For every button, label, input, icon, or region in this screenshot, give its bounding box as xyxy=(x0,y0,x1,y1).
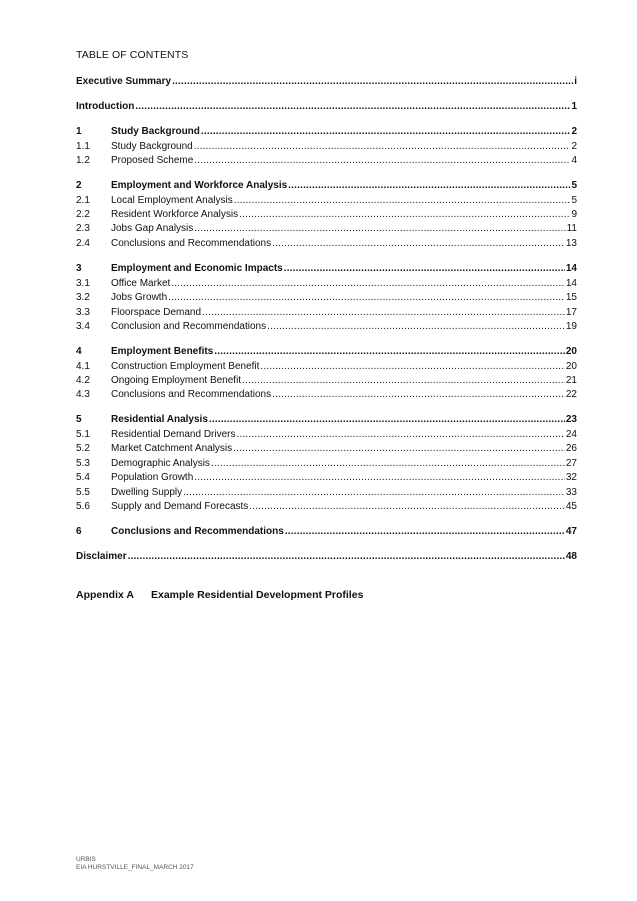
toc-entry[interactable] xyxy=(76,124,577,138)
toc-leader-dots xyxy=(242,375,565,387)
toc-entry[interactable] xyxy=(76,74,577,88)
toc-entry-page: 13 xyxy=(565,238,577,249)
toc-entry-number: 3.4 xyxy=(76,321,90,332)
toc-entry-label: Office Market xyxy=(111,278,171,289)
toc-entry-label: Local Employment Analysis xyxy=(111,195,233,206)
toc-entry-page: i xyxy=(574,76,577,87)
toc-entry-page: 2 xyxy=(571,126,577,137)
toc-entry-label: Ongoing Employment Benefit xyxy=(111,375,242,386)
toc-entry-label: Conclusion and Recommendations xyxy=(111,321,267,332)
toc-entry-label: Conclusions and Recommendations xyxy=(111,389,272,400)
toc-entry[interactable] xyxy=(76,427,577,441)
appendix-number: Appendix A xyxy=(76,589,134,601)
toc-entry[interactable] xyxy=(76,139,577,153)
toc-entry-label: Construction Employment Benefit xyxy=(111,361,260,372)
toc-entry[interactable] xyxy=(76,261,577,275)
toc-entry[interactable] xyxy=(76,387,577,401)
toc-entry-number: 5.4 xyxy=(76,472,90,483)
toc-leader-dots xyxy=(128,551,565,563)
toc-entry-number: 3.3 xyxy=(76,307,90,318)
toc-entry-number: 5.5 xyxy=(76,487,90,498)
toc-entry-number: 5.6 xyxy=(76,501,90,512)
toc-entry-label: Conclusions and Recommendations xyxy=(111,238,272,249)
toc-entry[interactable] xyxy=(76,276,577,290)
toc-entry-page: 20 xyxy=(565,361,577,372)
toc-entry-label: Jobs Growth xyxy=(111,292,168,303)
toc-entry[interactable] xyxy=(76,193,577,207)
toc-entry-label: Disclaimer xyxy=(76,551,127,562)
toc-leader-dots xyxy=(135,101,570,113)
toc-leader-dots xyxy=(202,307,565,319)
toc-entry-page: 15 xyxy=(565,292,577,303)
toc-entry-number: 4.3 xyxy=(76,389,90,400)
toc-leader-dots xyxy=(168,292,565,304)
toc-entry-label: Floorspace Demand xyxy=(111,307,202,318)
toc-entry[interactable] xyxy=(76,207,577,221)
toc-entry-page: 14 xyxy=(565,278,577,289)
toc-entry-number: 5.3 xyxy=(76,458,90,469)
toc-entry-number: 1.2 xyxy=(76,155,90,166)
toc-entry-number: 3.2 xyxy=(76,292,90,303)
toc-entry[interactable] xyxy=(76,373,577,387)
toc-title: TABLE OF CONTENTS xyxy=(76,49,189,61)
toc-leader-dots xyxy=(172,76,573,88)
toc-entry-label: Conclusions and Recommendations xyxy=(111,526,284,537)
toc-leader-dots xyxy=(211,458,565,470)
toc-entry[interactable] xyxy=(76,178,577,192)
toc-entry-page: 20 xyxy=(565,346,577,357)
footer-document-ref: EIA HURSTVILLE_FINAL_MARCH 2017 xyxy=(76,864,194,871)
toc-entry-label: Residential Analysis xyxy=(111,414,208,425)
toc-entry-page: 11 xyxy=(566,223,577,234)
toc-leader-dots xyxy=(194,472,565,484)
toc-entry-page: 4 xyxy=(571,155,577,166)
toc-leader-dots xyxy=(194,141,571,153)
toc-leader-dots xyxy=(214,346,565,358)
toc-entry[interactable] xyxy=(76,485,577,499)
toc-leader-dots xyxy=(201,126,571,138)
toc-leader-dots xyxy=(209,414,565,426)
toc-leader-dots xyxy=(267,321,565,333)
footer-company: URBIS xyxy=(76,856,96,863)
toc-entry-label: Dwelling Supply xyxy=(111,487,183,498)
toc-entry-page: 26 xyxy=(565,443,577,454)
appendix-label: Example Residential Development Profiles xyxy=(151,589,364,601)
toc-leader-dots xyxy=(183,487,565,499)
toc-entry-page: 32 xyxy=(565,472,577,483)
toc-entry-number: 5.1 xyxy=(76,429,90,440)
toc-entry-label: Demographic Analysis xyxy=(111,458,210,469)
toc-entry-number: 2.4 xyxy=(76,238,90,249)
toc-entry-number: 2.1 xyxy=(76,195,90,206)
toc-entry[interactable] xyxy=(76,441,577,455)
toc-entry-page: 2 xyxy=(571,141,577,152)
toc-entry-page: 5 xyxy=(571,195,577,206)
toc-entry-label: Supply and Demand Forecasts xyxy=(111,501,249,512)
toc-entry[interactable] xyxy=(76,305,577,319)
toc-entry-label: Study Background xyxy=(111,126,200,137)
toc-leader-dots xyxy=(285,526,565,538)
toc-entry-page: 27 xyxy=(565,458,577,469)
toc-leader-dots xyxy=(194,155,570,167)
appendix-entry[interactable] xyxy=(76,589,363,601)
toc-entry-label: Population Growth xyxy=(111,472,194,483)
toc-entry[interactable] xyxy=(76,499,577,513)
toc-entry[interactable] xyxy=(76,524,577,538)
toc-leader-dots xyxy=(194,223,565,235)
toc-entry[interactable] xyxy=(76,359,577,373)
toc-entry-page: 14 xyxy=(565,263,577,274)
toc-entry-page: 9 xyxy=(571,209,577,220)
toc-entry-number: 1 xyxy=(76,126,82,137)
toc-entry-page: 23 xyxy=(565,414,577,425)
toc-entry-label: Employment Benefits xyxy=(111,346,214,357)
toc-entry[interactable] xyxy=(76,153,577,167)
toc-entry-page: 1 xyxy=(571,101,577,112)
toc-entry-number: 2 xyxy=(76,180,82,191)
toc-entry[interactable] xyxy=(76,456,577,470)
toc-entry[interactable] xyxy=(76,236,577,250)
toc-entry-number: 2.3 xyxy=(76,223,90,234)
toc-leader-dots xyxy=(171,278,565,290)
toc-leader-dots xyxy=(284,263,565,275)
toc-entry-number: 4.1 xyxy=(76,361,90,372)
page-footer xyxy=(76,856,194,872)
toc-entry-page: 45 xyxy=(565,501,577,512)
toc-entry-number: 4.2 xyxy=(76,375,90,386)
toc-entry-page: 33 xyxy=(565,487,577,498)
toc-entry[interactable] xyxy=(76,319,577,333)
toc-entry-page: 47 xyxy=(565,526,577,537)
toc-entry[interactable] xyxy=(76,549,577,563)
toc-leader-dots xyxy=(249,501,565,513)
toc-entry-label: Study Background xyxy=(111,141,193,152)
toc-entry-number: 4 xyxy=(76,346,82,357)
toc-leader-dots xyxy=(288,180,570,192)
toc-leader-dots xyxy=(272,238,565,250)
toc-leader-dots xyxy=(272,389,565,401)
toc-entry-label: Introduction xyxy=(76,101,135,112)
toc-entry[interactable] xyxy=(76,221,577,235)
toc-entry-number: 5.2 xyxy=(76,443,90,454)
toc-entry-number: 6 xyxy=(76,526,82,537)
toc-entry-number: 2.2 xyxy=(76,209,90,220)
toc-entry-number: 3.1 xyxy=(76,278,90,289)
toc-entry[interactable] xyxy=(76,290,577,304)
toc-entry-label: Executive Summary xyxy=(76,76,172,87)
toc-entry-label: Jobs Gap Analysis xyxy=(111,223,194,234)
toc-entry-page: 48 xyxy=(565,551,577,562)
toc-entry-label: Employment and Economic Impacts xyxy=(111,263,283,274)
toc-leader-dots xyxy=(239,209,570,221)
toc-entry[interactable] xyxy=(76,99,577,113)
toc-entry-label: Proposed Scheme xyxy=(111,155,194,166)
toc-entry-number: 5 xyxy=(76,414,82,425)
toc-entry-page: 22 xyxy=(565,389,577,400)
toc-entry-page: 17 xyxy=(565,307,577,318)
toc-entry-number: 1.1 xyxy=(76,141,90,152)
toc-entry-label: Resident Workforce Analysis xyxy=(111,209,239,220)
toc-entry[interactable] xyxy=(76,412,577,426)
toc-entry-page: 19 xyxy=(565,321,577,332)
toc-entry[interactable] xyxy=(76,344,577,358)
toc-entry-page: 21 xyxy=(565,375,577,386)
toc-leader-dots xyxy=(233,443,565,455)
toc-entry-label: Employment and Workforce Analysis xyxy=(111,180,288,191)
toc-entry-page: 5 xyxy=(571,180,577,191)
toc-leader-dots xyxy=(234,195,571,207)
toc-leader-dots xyxy=(260,361,564,373)
toc-entry-page: 24 xyxy=(565,429,577,440)
toc-entry-number: 3 xyxy=(76,263,82,274)
toc-entry[interactable] xyxy=(76,470,577,484)
toc-leader-dots xyxy=(237,429,565,441)
toc-entry-label: Residential Demand Drivers xyxy=(111,429,236,440)
toc-entry-label: Market Catchment Analysis xyxy=(111,443,233,454)
